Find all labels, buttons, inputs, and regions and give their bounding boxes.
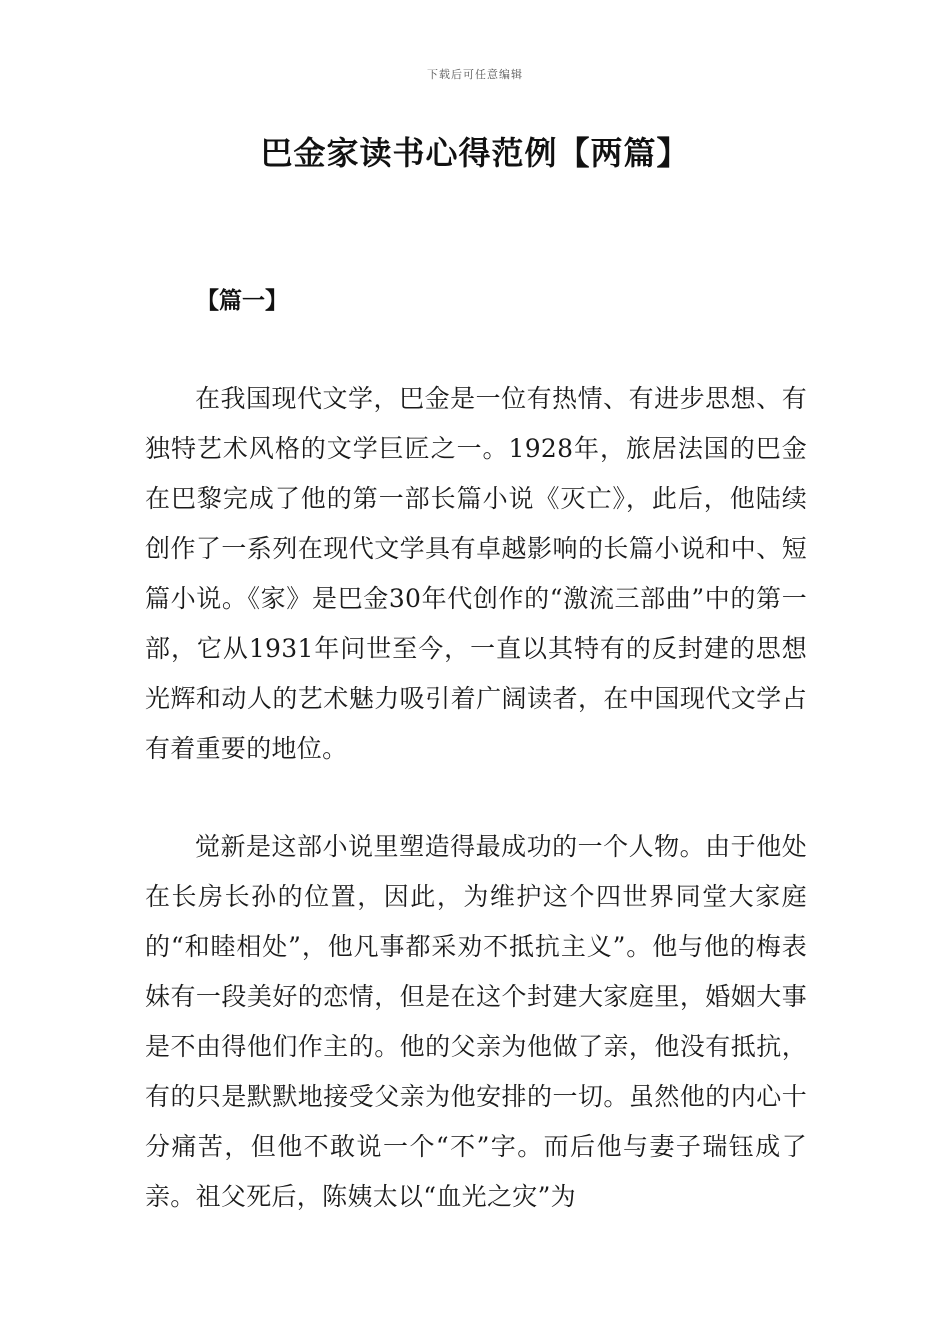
header-note: 下载后可任意编辑: [427, 68, 523, 81]
body-paragraph-2: 觉新是这部小说里塑造得最成功的一个人物。由于他处在长房长孙的位置，因此，为维护这个四世界同堂大家庭的“和睦相处”，他凡事都采劝不抵抗主义”。他与他的梅表妹有一段美好的恋情，但是在这个封建大家庭里，婚姻大事是不由得他们作主的。他的父亲为他做了亲，他没有抵抗，有的只是默默地接受父亲为他安排的一切。虽然他的内心十分痛苦，但他不敢说一个“不”字。而后他与妻子瑞钰成了亲。祖父死后，陈姨太以“血光之灾”为: [145, 832, 807, 1211]
document-title: 巴金家读书心得范例【两篇】: [260, 134, 690, 172]
section-heading: 【篇一】: [196, 288, 288, 314]
body-paragraph-1: 在我国现代文学，巴金是一位有热情、有进步思想、有独特艺术风格的文学巨匠之一。1928年，旅居法国的巴金在巴黎完成了他的第一部长篇小说《灭亡》，此后，他陆续创作了一系列在现代文学具有卓越影响的长篇小说和中、短篇小说。《家》是巴金30年代创作的“激流三部曲”中的第一部，它从1931年问世至今，一直以其特有的反封建的思想光辉和动人的艺术魅力吸引着广阔读者，在中国现代文学占有着重要的地位。: [145, 384, 807, 763]
